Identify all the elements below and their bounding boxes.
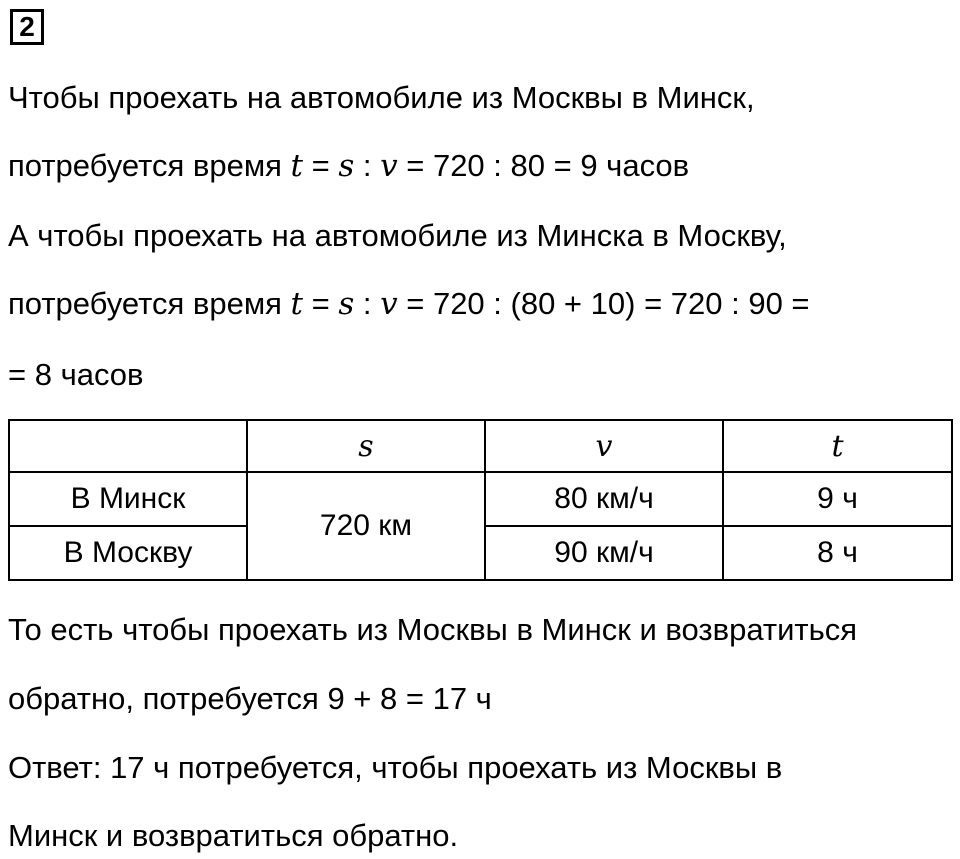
table-row <box>9 472 952 526</box>
solution-line-2 <box>8 146 689 186</box>
header-cell-v: v <box>485 420 723 472</box>
conclusion-line-1: То есть чтобы проехать из Москвы в Минск и возвратиться <box>8 612 858 647</box>
formula-prefix: потребуется время <box>8 148 291 183</box>
row-label-moscow: В Москву <box>9 526 247 580</box>
formula-result: = 720 : 80 = 9 часов <box>397 148 690 183</box>
answer-line-1: Ответ: 17 ч потребуется, чтобы проехать из Москвы в <box>8 750 783 785</box>
row-label-minsk: В Минск <box>9 472 247 526</box>
variable-s: s <box>338 148 355 184</box>
formula-result: = 720 : (80 + 10) = 720 : 90 = <box>397 286 810 321</box>
answer-line-2: Минск и возвратиться обратно. <box>8 818 459 853</box>
time-cell: 8 ч <box>723 526 952 580</box>
formula-colon: : <box>354 286 381 321</box>
task-number-badge: 2 <box>10 9 44 45</box>
variable-s: s <box>338 286 355 322</box>
variable-v: v <box>380 286 398 322</box>
solution-line-5: = 8 часов <box>8 357 144 392</box>
conclusion-line-2: обратно, потребуется 9 + 8 = 17 ч <box>8 681 492 716</box>
variable-v: v <box>380 148 398 184</box>
solution-line-1: Чтобы проехать на автомобиле из Москвы в Минск, <box>8 80 755 115</box>
header-cell-t: t <box>723 420 952 472</box>
distance-cell: 720 км <box>247 472 485 580</box>
solution-line-3: А чтобы проехать на автомобиле из Минска в Москву, <box>8 218 787 253</box>
header-cell-empty <box>9 420 247 472</box>
speed-cell: 90 км/ч <box>485 526 723 580</box>
speed-cell: 80 км/ч <box>485 472 723 526</box>
formula-equals: = <box>303 286 339 321</box>
solution-line-4 <box>8 284 810 324</box>
variable-t: t <box>290 148 303 184</box>
variable-t: t <box>290 286 303 322</box>
time-cell: 9 ч <box>723 472 952 526</box>
formula-equals: = <box>303 148 339 183</box>
formula-prefix: потребуется время <box>8 286 291 321</box>
table-header-row <box>9 420 952 472</box>
header-cell-s: s <box>247 420 485 472</box>
formula-colon: : <box>354 148 381 183</box>
data-table <box>8 419 953 581</box>
